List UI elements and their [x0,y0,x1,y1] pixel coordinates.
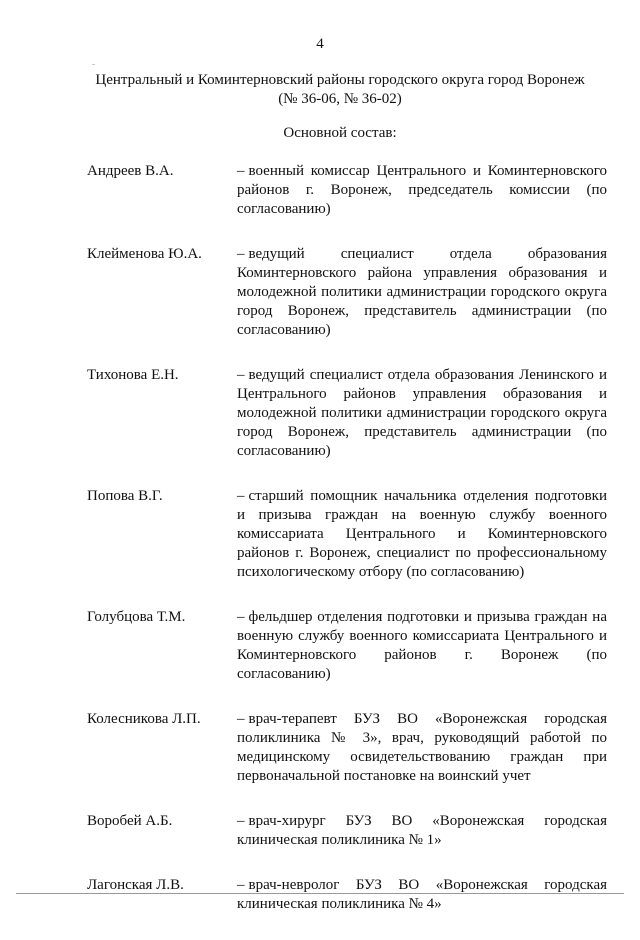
page-number: 4 [316,36,324,52]
members-list [87,162,607,940]
member-role [237,608,607,684]
member-role-text: военный комиссар Центрального и Коминтерновского районов г. Воронеж, председатель комиссии (по согласованию) [237,163,607,217]
dash: – [237,813,245,829]
composition-subheading: Основной состав: [283,125,397,141]
member-role [237,876,607,914]
member-role-text: фельдшер отделения подготовки и призыва граждан на военную службу военного комиссариата Центрального и Коминтерновского районов г. Воронеж (по согласованию) [237,609,607,682]
list-item [87,366,607,461]
member-name: Андреев В.А. [87,163,174,179]
member-role-text: врач-невролог БУЗ ВО «Воронежская городская клиническая поликлиника № 4» [237,877,607,912]
dash: – [237,488,245,504]
member-role [237,162,607,219]
section-heading-line1: Центральный и Коминтерновский районы городского округа город Воронеж [95,72,585,88]
member-role [237,366,607,461]
list-item [87,876,607,914]
list-item [87,162,607,219]
member-name: Тихонова Е.Н. [87,367,179,383]
bottom-rule [16,893,624,894]
member-role-text: старший помощник начальника отделения подготовки и призыва граждан на военную службу военного комиссариата Центрального и Коминтерновского районов г. Воронеж, специалист по профессиональному психологическому отбору (по согласованию) [237,488,607,580]
section-heading [60,71,620,109]
list-item [87,245,607,340]
member-name: Колесникова Л.П. [87,711,201,727]
member-role [237,245,607,340]
dash: – [237,367,245,383]
member-role-text: врач-терапевт БУЗ ВО «Воронежская городская поликлиника № 3», врач, руководящий работой по медицинскому освидетельствованию граждан при первоначальной постановке на воинский учет [237,711,607,784]
member-role-text: врач-хирург БУЗ ВО «Воронежская городская клиническая поликлиника № 1» [237,813,607,848]
list-item [87,812,607,850]
member-role [237,487,607,582]
dash: – [237,246,245,262]
dash: – [237,877,245,893]
member-name: Голубцова Т.М. [87,609,186,625]
section-heading-line2: (№ 36-06, № 36-02) [278,91,402,107]
list-item [87,487,607,582]
dash: – [237,609,245,625]
member-role-text: ведущий специалист отдела образования Коминтерновского района управления образования и молодежной политики администрации городского округа город Воронеж, представитель администрации (по согласованию) [237,246,607,338]
dash: – [237,711,245,727]
member-role-text: ведущий специалист отдела образования Ленинского и Центрального районов управления образования и молодежной политики администрации городского округа город Воронеж, представитель администрации (по согласованию) [237,367,607,459]
member-name: Лагонская Л.В. [87,877,184,893]
member-name: Клейменова Ю.А. [87,246,202,262]
member-role [237,812,607,850]
member-role [237,710,607,786]
list-item [87,710,607,786]
member-name: Воробей А.Б. [87,813,173,829]
scan-speck [92,64,95,65]
list-item [87,608,607,684]
dash: – [237,163,245,179]
member-name: Попова В.Г. [87,488,163,504]
